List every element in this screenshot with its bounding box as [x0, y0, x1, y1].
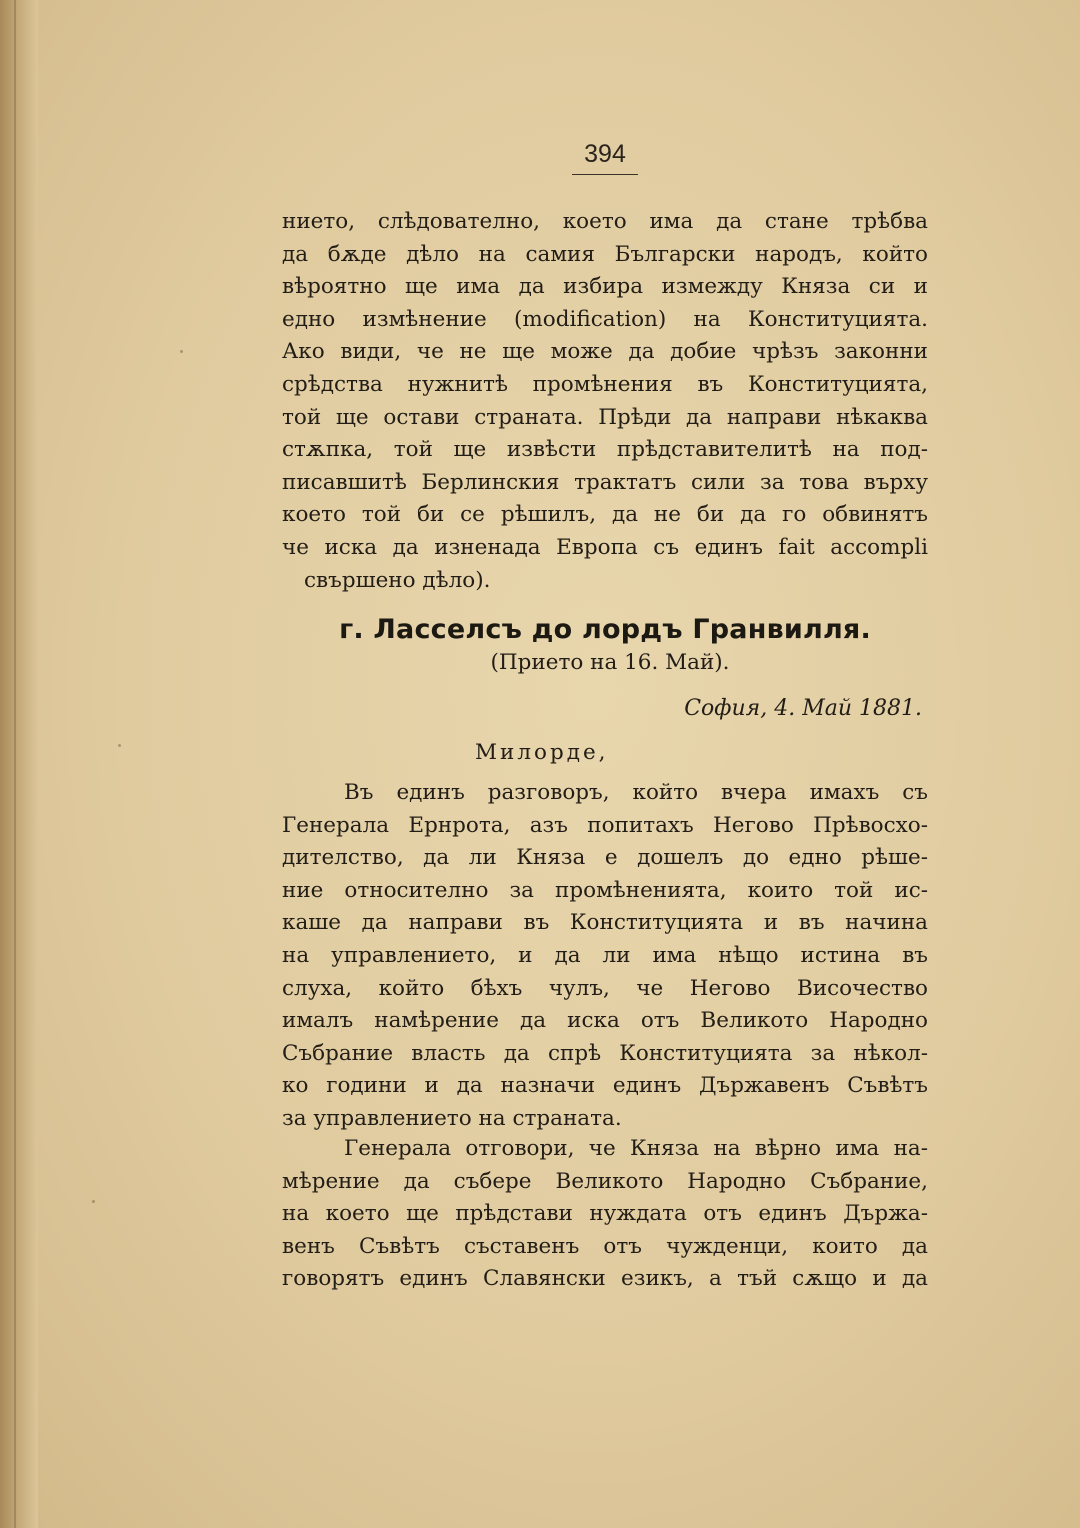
text-line: вѣроятно ще има да избира измежду Княза си и	[282, 274, 928, 300]
text-line: говорятъ единъ Славянски езикъ, а тъй сѫщо и да	[282, 1266, 928, 1292]
text-line: той ще остави страната. Прѣди да направи нѣкаква	[282, 404, 928, 430]
letter-paragraph-2	[282, 1133, 928, 1296]
text-line: Въ единъ разговоръ, който вчера имахъ съ	[344, 780, 928, 805]
continued-paragraph	[282, 206, 928, 597]
text-line: стѫпка, той ще извѣсти прѣдставителитѣ на под-	[282, 437, 928, 463]
text-line: Генерала отговори, че Княза на вѣрно има на-	[344, 1136, 928, 1161]
letter-dateline: София, 4. Май 1881.	[684, 696, 922, 721]
text-line: ние относително за промѣненията, които той ис-	[282, 877, 928, 903]
text-line: ко години и да назначи единъ Държавенъ Съвѣтъ	[282, 1073, 928, 1099]
text-line: Ако види, че не ще може да добие чрѣзъ законни	[282, 339, 928, 365]
text-line: на което ще прѣдстави нуждата отъ единъ Държа-	[282, 1201, 928, 1227]
paper-speck	[180, 350, 183, 353]
letter-heading: г. Ласселсъ до лордъ Гранвилля.	[339, 614, 871, 645]
text-line: на управлението, и да ли има нѣщо истина въ	[282, 942, 928, 968]
text-line: писавшитѣ Берлинския трактатъ сили за това върху	[282, 469, 928, 495]
text-line: слуха, който бѣхъ чулъ, че Негово Височество	[282, 975, 928, 1001]
text-line: каше да направи въ Конституцията и въ начина	[282, 910, 928, 936]
paper-speck	[118, 744, 121, 747]
text-line: нието, слѣдователно, което има да стане трѣбва	[282, 209, 928, 234]
letter-paragraph-1	[282, 777, 928, 1136]
text-line: че иска да изненада Европа съ единъ fait accompli	[282, 534, 928, 560]
text-line: да бѫде дѣло на самия Български народъ, който	[282, 241, 928, 267]
text-line: мѣрение да събере Великото Народно Събрание,	[282, 1168, 928, 1194]
text-line: венъ Съвѣтъ съставенъ отъ чужденци, които да	[282, 1233, 928, 1259]
text-line: срѣдства нужнитѣ промѣнения въ Конституцията,	[282, 371, 928, 397]
book-gutter	[0, 0, 38, 1528]
text-line: което той би се рѣшилъ, да не би да го обвинятъ	[282, 502, 928, 528]
text-line: ималъ намѣрение да иска отъ Великото Народно	[282, 1008, 928, 1034]
text-line: за управлението на страната.	[282, 1105, 622, 1131]
text-line: дителство, да ли Княза е дошелъ до едно рѣше-	[282, 845, 928, 871]
text-line: едно измѣнение (modification) на Конституцията.	[282, 306, 928, 332]
page-number-rule	[572, 174, 638, 175]
page-number: 394	[584, 140, 626, 168]
text-line: Генерала Ернрота, азъ попитахъ Негово Прѣвосхо-	[282, 812, 928, 838]
received-date: (Прието на 16. Май).	[490, 650, 730, 675]
text-line: свършено дѣло).	[304, 567, 491, 593]
paper-speck	[92, 1200, 95, 1203]
salutation: Милорде,	[475, 740, 609, 765]
text-line: Събрание власть да спрѣ Конституцията за нѣкол-	[282, 1040, 928, 1066]
